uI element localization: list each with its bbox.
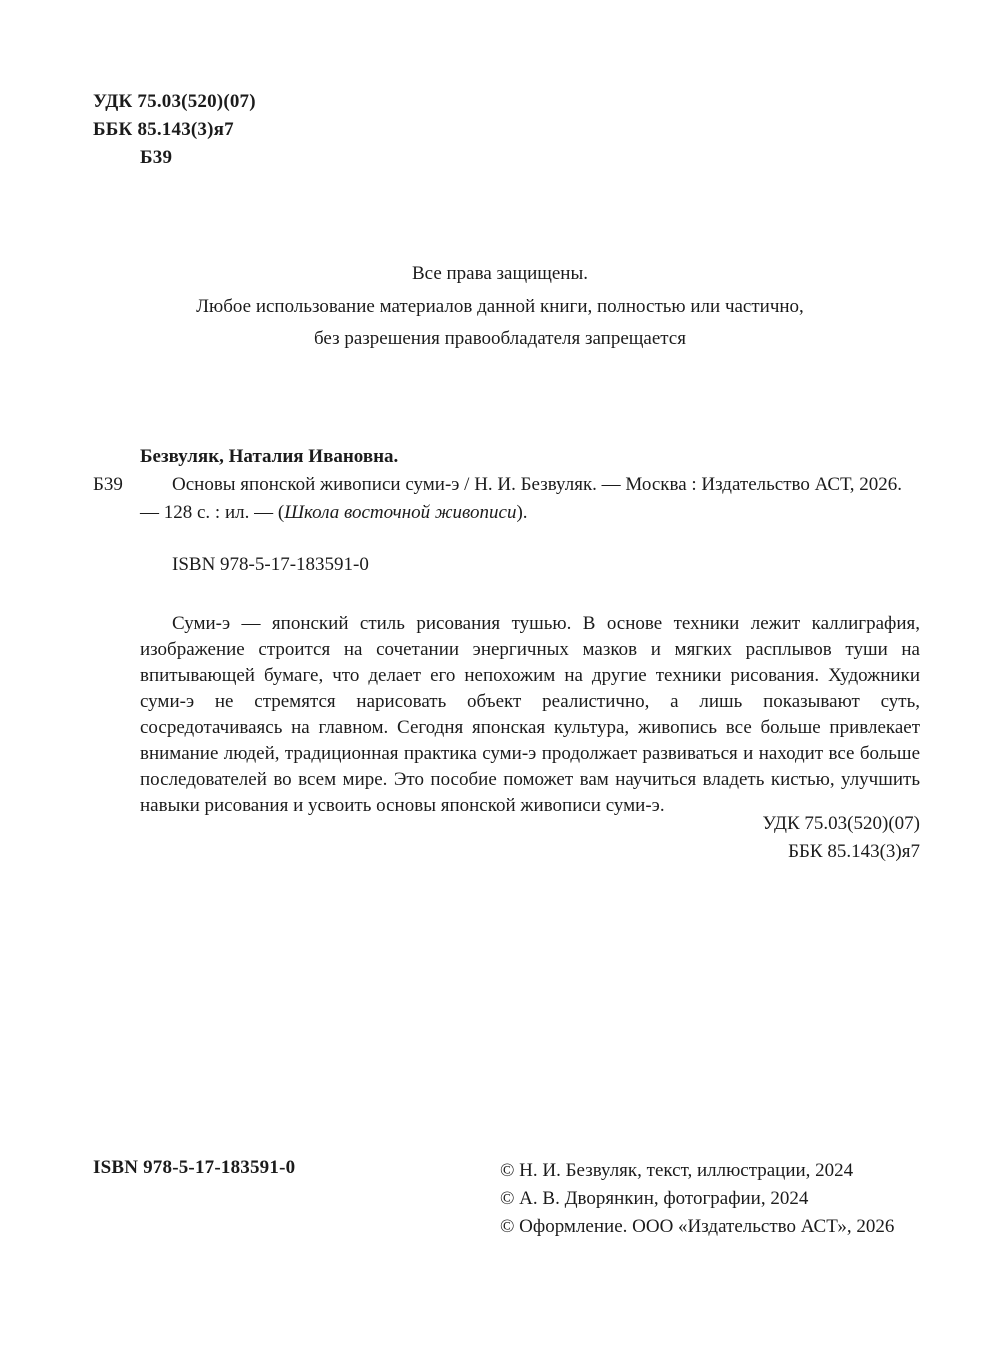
isbn-footer: ISBN 978-5-17-183591-0 (93, 1157, 296, 1178)
copyright-line-author: © Н. И. Безвуляк, текст, иллюстрации, 2024 (500, 1160, 854, 1181)
entry-text-before-series: Основы японской живописи суми-э / Н. И. Безвуляк. — Москва : Издательство АСТ, 2026. — 128 с. : ил. — ( (140, 474, 903, 523)
copyright-block (500, 1157, 894, 1241)
classification-codes-right (763, 810, 920, 866)
bibliographic-block (93, 443, 920, 579)
entry-text-after-series: ). (516, 502, 528, 523)
author-sign-code-entry: Б39 (93, 474, 123, 495)
bibliographic-entry (93, 471, 920, 527)
bbk-code-right: ББК 85.143(3)я7 (788, 841, 920, 862)
annotation-paragraph: Суми-э — японский стиль рисования тушью. В основе техники лежит каллиграфия, изображение строится на сочетании энергичных мазков и мягких расплывов туши на впитывающей бумаге, что делает его непохожим на другие техники рисования. Художники суми-э не стремятся нарисовать объект реалистично, а лишь показывают суть, сосредотачиваясь на главном. Сегодня японская культура, живопись все больше привлекает внимание людей, традиционная практика суми-э продолжает развиваться и находит все больше последователей во всем мире. Это пособие поможет вам научиться владеть кистью, улучшить навыки рисования и усвоить основы японской живописи суми-э. (140, 613, 920, 816)
udk-code-top: УДК 75.03(520)(07) (93, 91, 256, 112)
rights-line-3: без разрешения правообладателя запрещается (314, 328, 686, 349)
series-title: Школа восточной живописи (284, 502, 517, 523)
rights-line-2: Любое использование материалов данной книги, полностью или частично, (196, 295, 804, 317)
rights-line-1: Все права защищены. (411, 263, 588, 284)
copyright-line-photographer: © А. В. Дворянкин, фотографии, 2024 (500, 1188, 809, 1209)
rights-notice (0, 258, 1000, 356)
author-heading: Безвуляк, Наталия Ивановна. (140, 446, 399, 467)
udk-code-right: УДК 75.03(520)(07) (762, 813, 920, 834)
author-sign-code-top: Б39 (140, 147, 173, 168)
copyright-line-publisher: © Оформление. ООО «Издательство АСТ», 2026 (500, 1216, 895, 1237)
bbk-code-top: ББК 85.143(3)я7 (93, 119, 234, 140)
classification-codes-top (93, 88, 256, 172)
isbn-mid: ISBN 978-5-17-183591-0 (172, 554, 369, 575)
